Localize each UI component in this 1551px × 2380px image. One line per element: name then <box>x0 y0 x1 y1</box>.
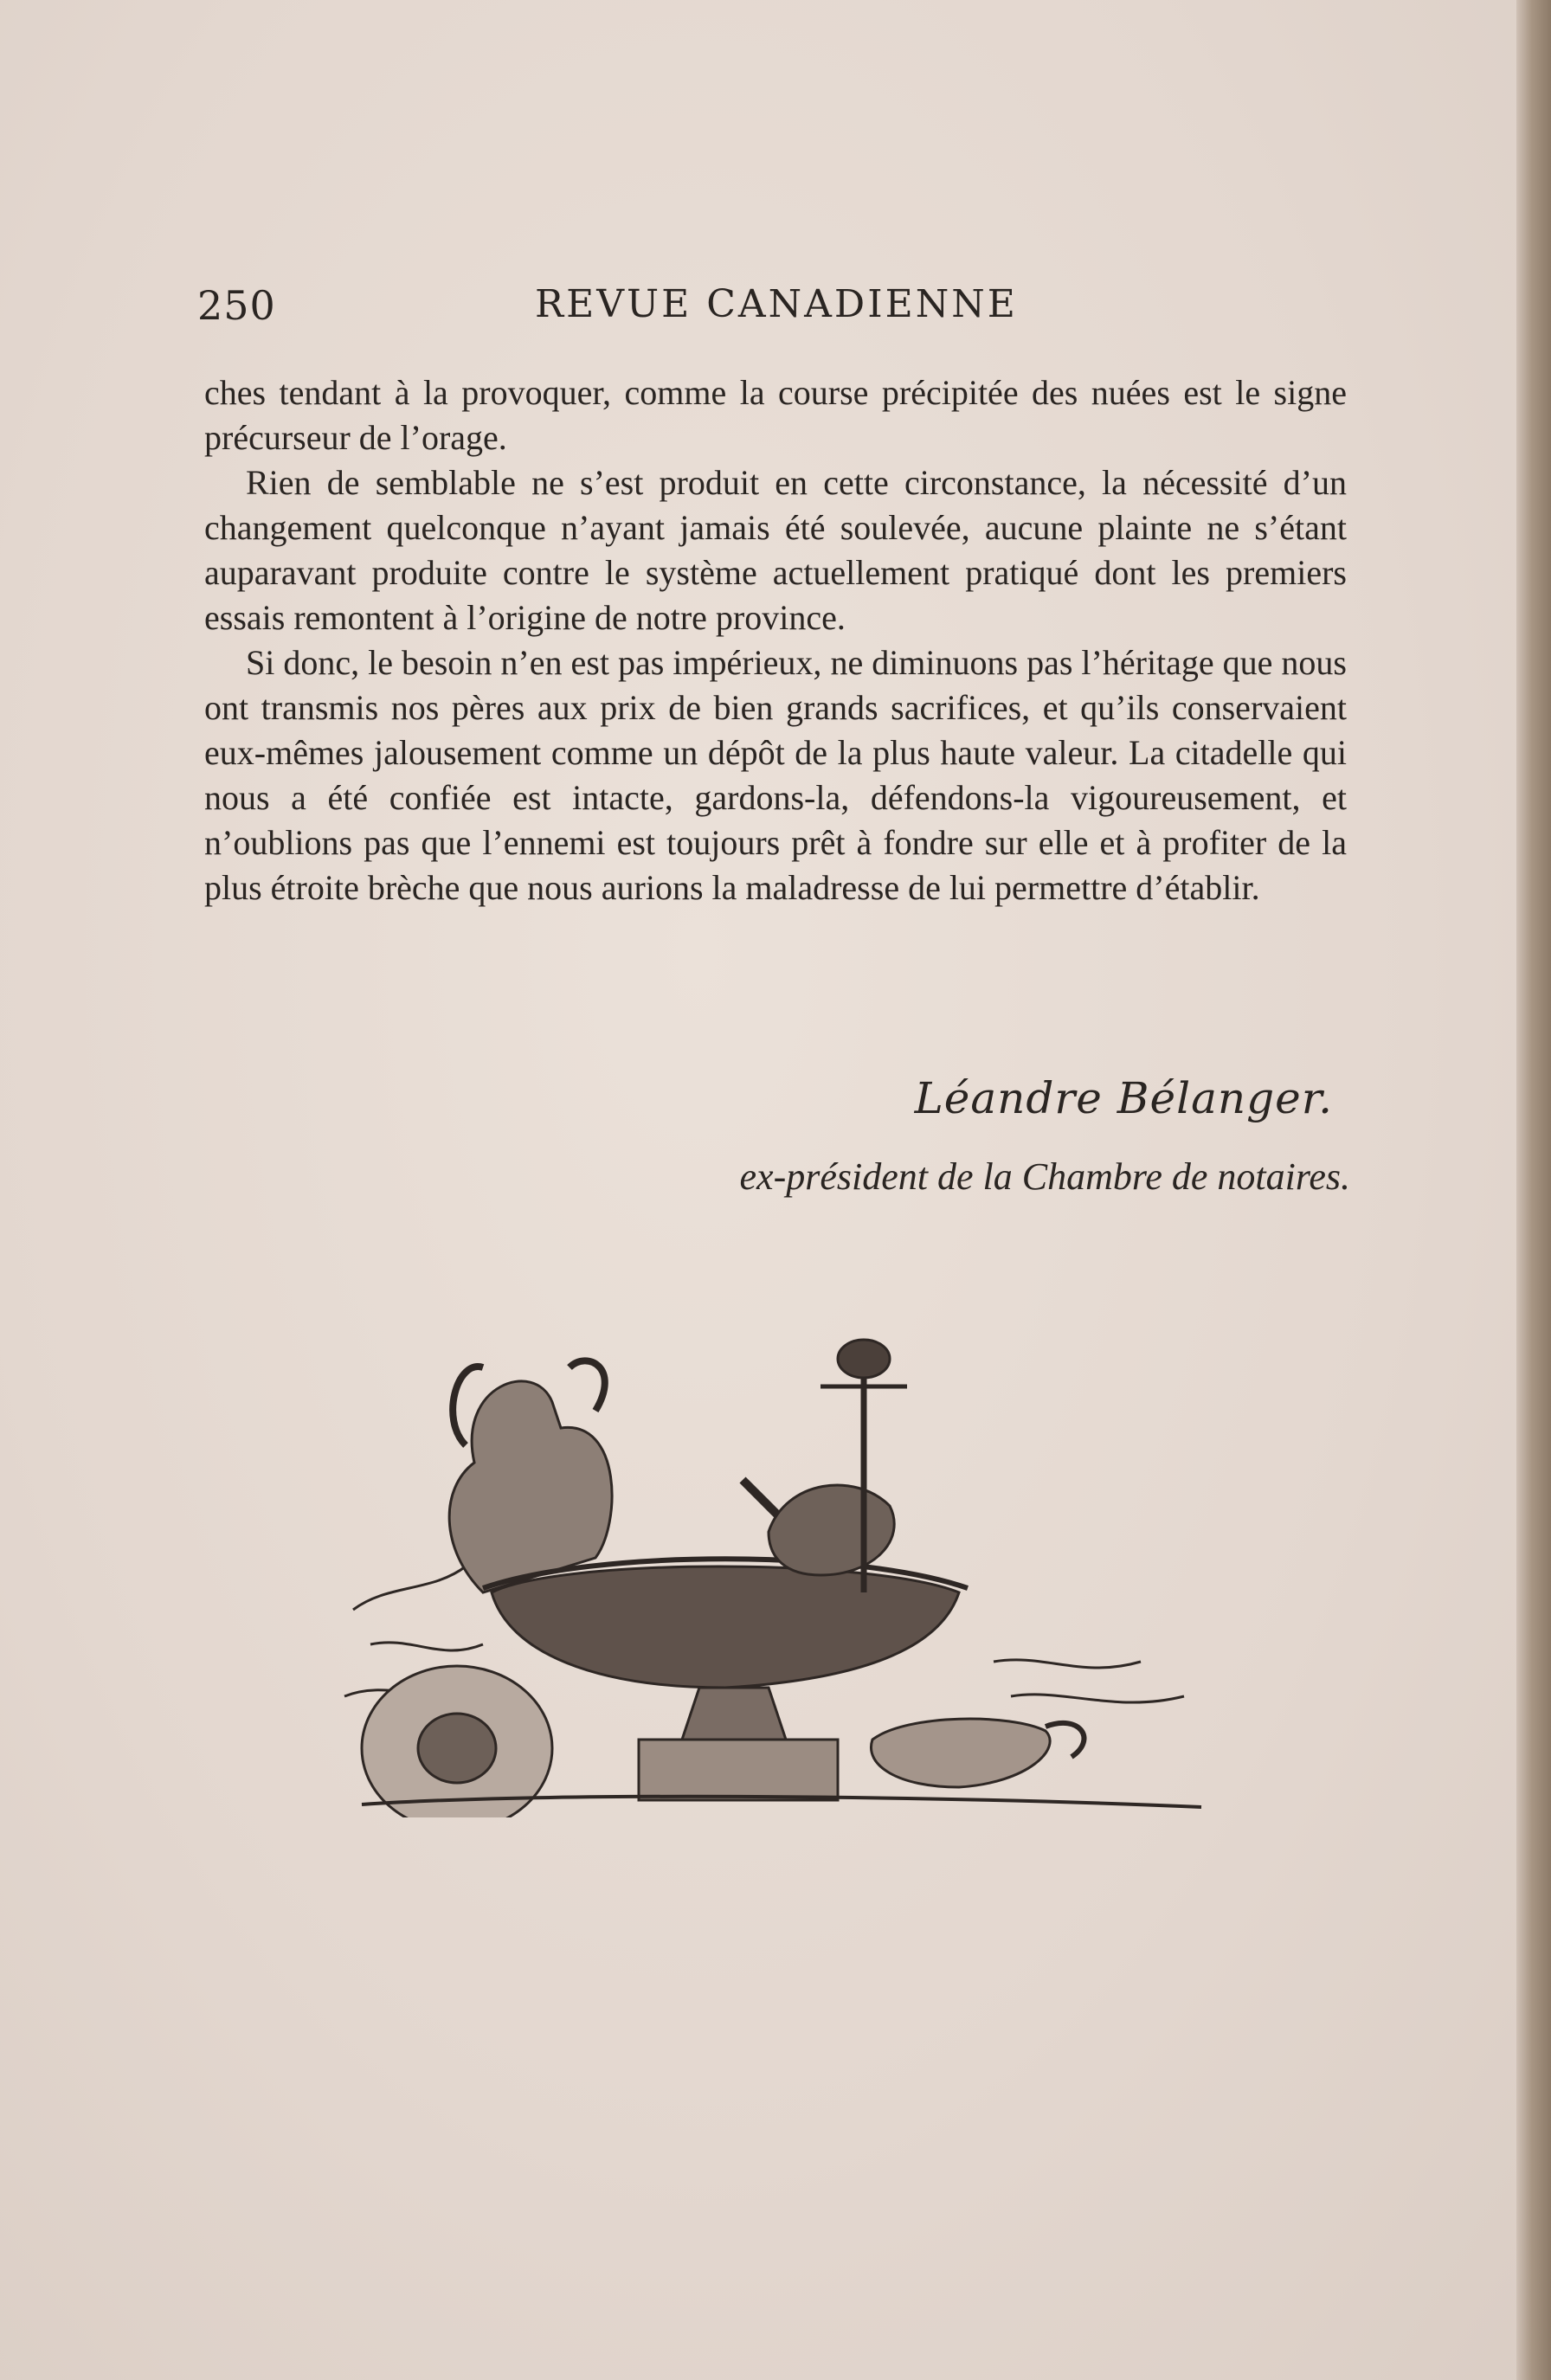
author-signature: Léandre Bélanger. <box>914 1073 1333 1123</box>
vase-engraving-illustration <box>336 1333 1219 1817</box>
author-title: ex-président de la Chambre de notaires. <box>739 1155 1350 1198</box>
paragraph: Rien de semblable ne s’est produit en cette circonstance, la nécessité d’un changement quelconque n’ayant jamais été soulevée, aucune plainte ne s’étant auparavant produite contre le système actuellement pratiqué dont les premiers essais remontent à l’origine de notre province. <box>204 463 1347 637</box>
paragraph: Si donc, le besoin n’en est pas impérieux, ne diminuons pas l’héritage que nous ont transmis nos pères aux prix de bien grands sacrifices, et qu’ils conservaient eux-mêmes jalousement comme un dépôt de la plus haute valeur. La citadelle qui nous a été confiée est intacte, gardons-la, défendons-la vigoureusement, et n’oublions pas que l’ennemi est toujours prêt à fondre sur elle et à profiter de la plus étroite brèche que nous aurions la maladresse de lui permettre d’établir. <box>204 643 1347 907</box>
page-number: 250 <box>197 282 276 329</box>
page-header <box>197 282 1347 334</box>
article-body <box>204 370 1347 910</box>
paragraph-continuation: ches tendant à la provoquer, comme la course précipitée des nuées est le signe précurseur de l’orage. <box>204 373 1347 457</box>
running-title: REVUE CANADIENNE <box>535 282 1018 326</box>
book-gutter <box>1516 0 1551 2380</box>
